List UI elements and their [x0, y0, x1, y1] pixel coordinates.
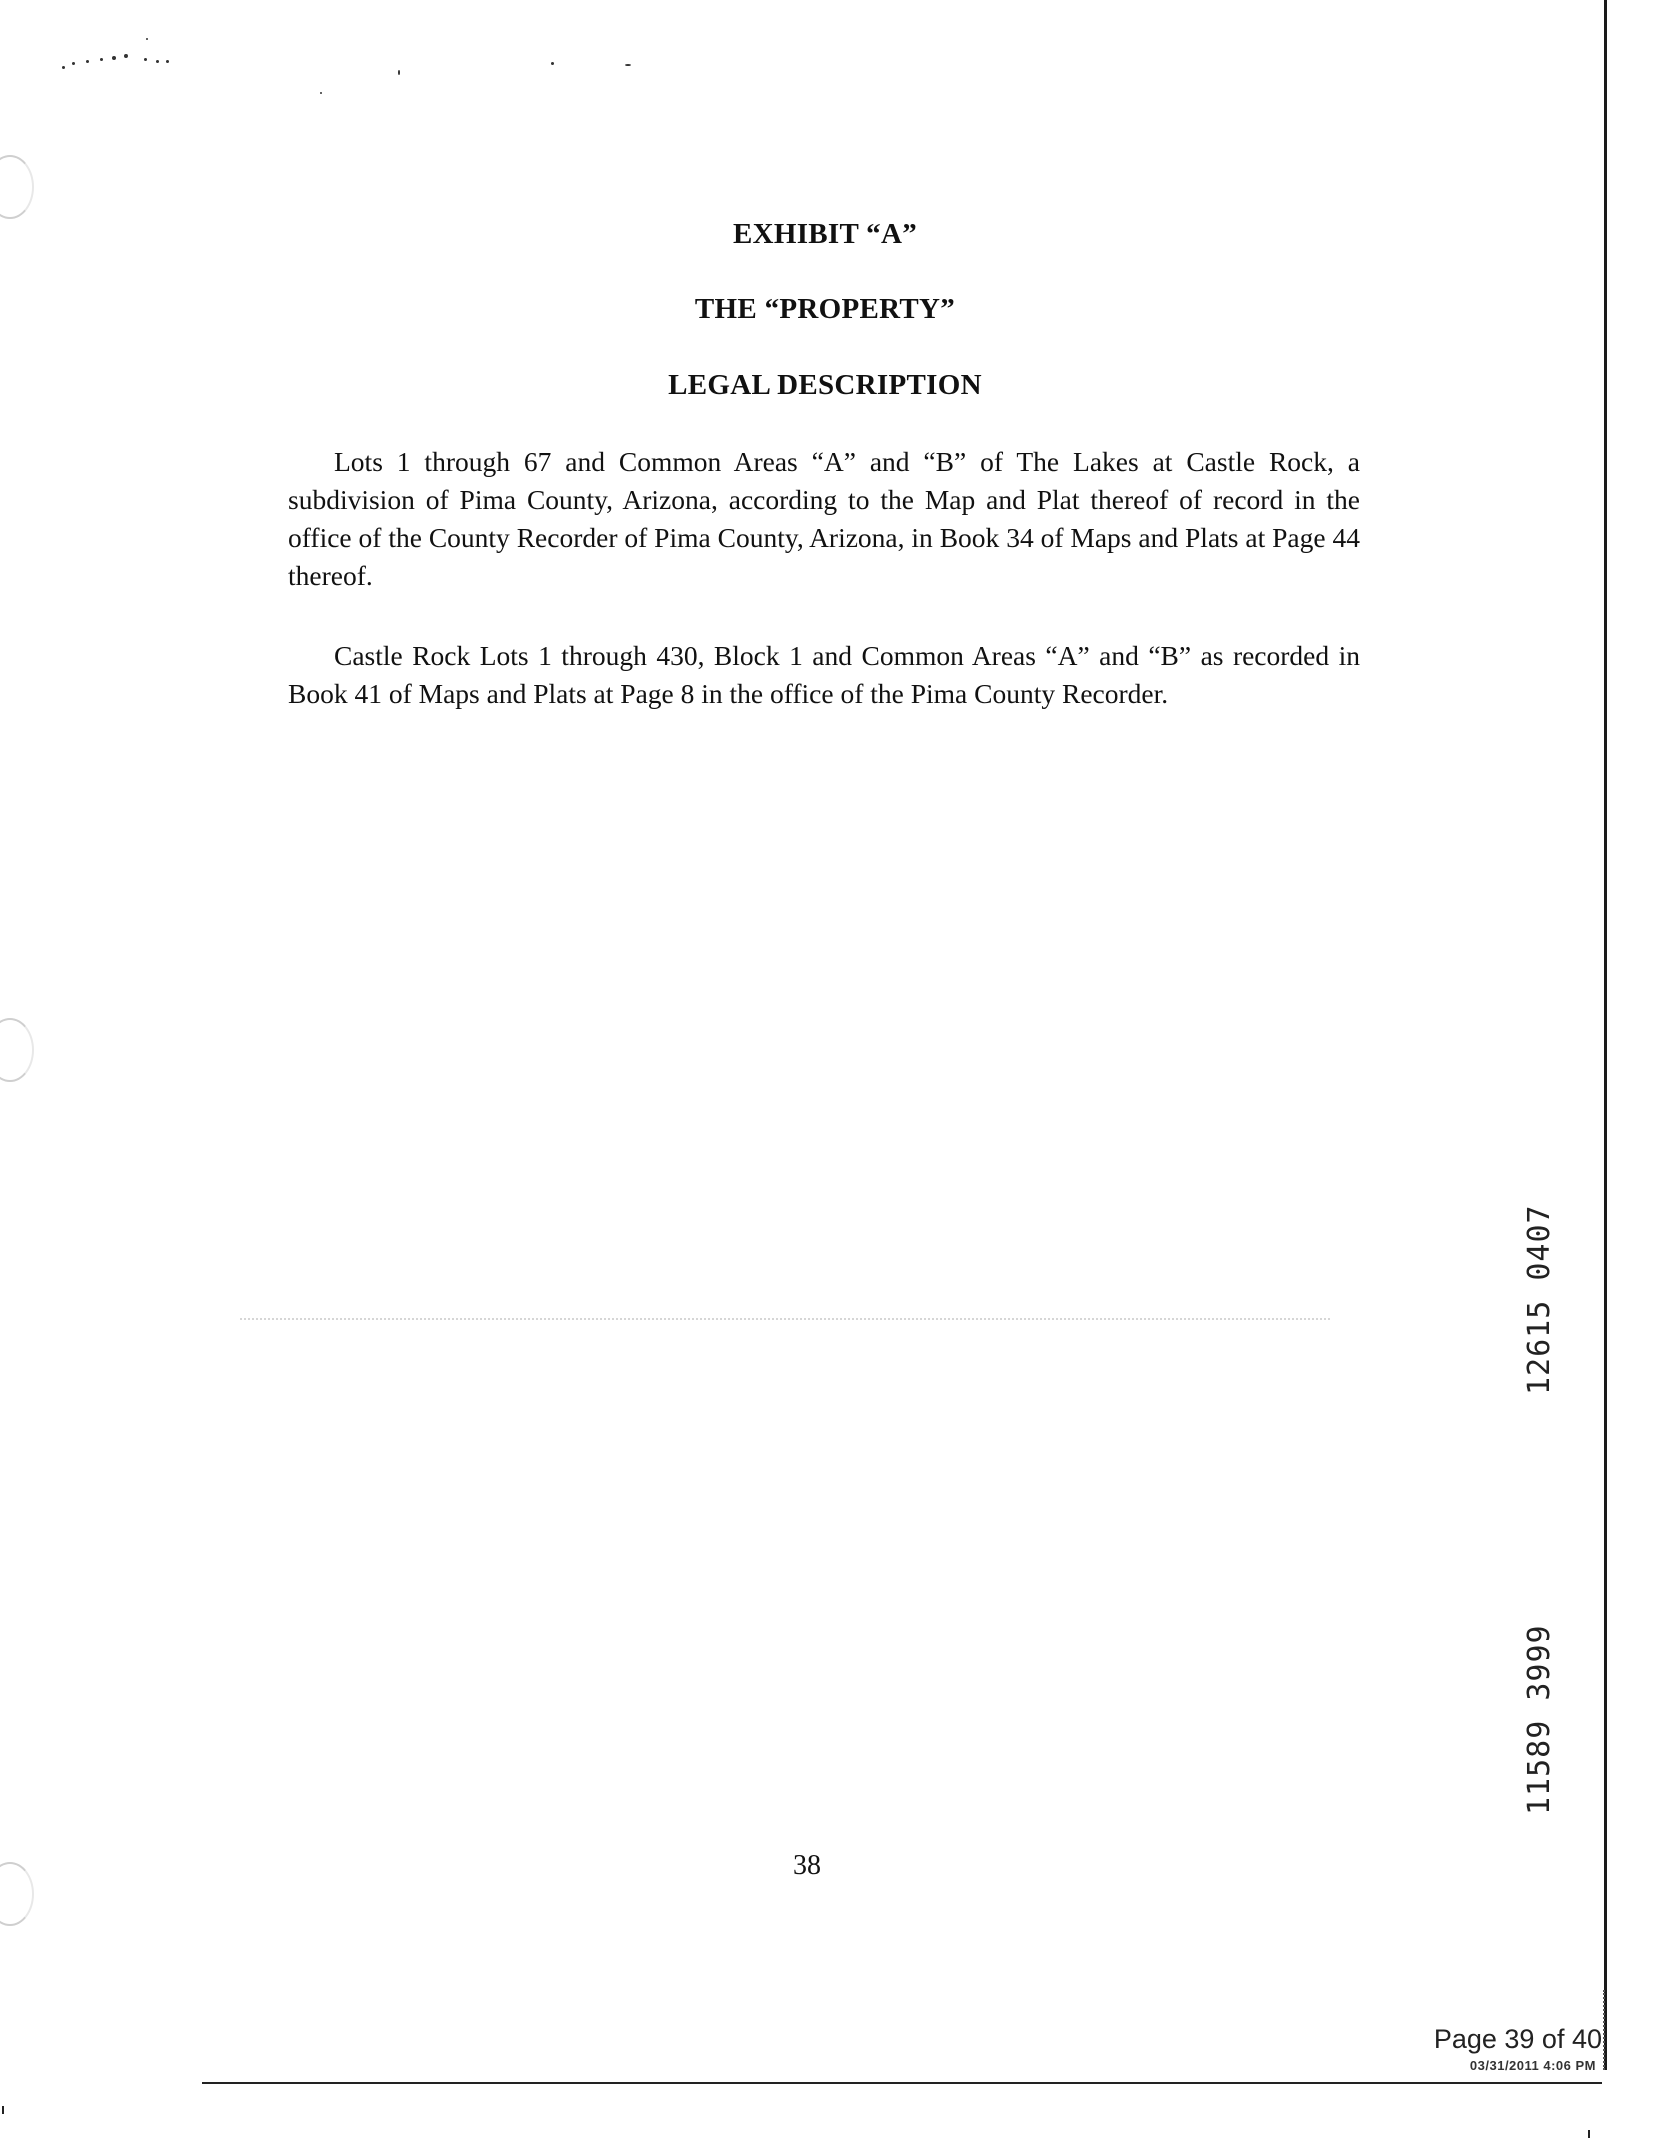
page-number: 38	[793, 1850, 821, 1881]
scan-edge-mark	[2, 2106, 4, 2114]
footer-rule	[202, 2082, 1602, 2084]
footer-timestamp: 03/31/2011 4:06 PM	[1469, 2058, 1596, 2073]
page-edge-dots	[1603, 1990, 1605, 2070]
legal-description-paragraph: Castle Rock Lots 1 through 430, Block 1 and Common Areas “A” and “B” as recorded in Book 41 of Maps and Plats at Page 8 in the office of the Pima County Recorder.	[288, 640, 1360, 709]
section-heading: LEGAL DESCRIPTION	[668, 369, 982, 401]
scan-artifact-line	[240, 1318, 1330, 1322]
exhibit-subtitle: THE “PROPERTY”	[694, 293, 956, 325]
footer-page-count: Page 39 of 40	[1433, 2024, 1602, 2054]
recorder-stamp: 11589 3999	[1522, 1624, 1557, 1815]
binder-hole	[0, 155, 34, 219]
exhibit-title: EXHIBIT “A”	[732, 218, 918, 250]
binder-hole	[0, 1018, 34, 1082]
recorder-stamp: 12615 0407	[1522, 1204, 1557, 1395]
scan-edge-mark	[1588, 2130, 1590, 2138]
legal-description-paragraph: Lots 1 through 67 and Common Areas “A” and “B” of The Lakes at Castle Rock, a subdivision of Pima County, Arizona, according to the Map and Plat thereof of record in the office of the County Recorder of Pima County, Arizona, in Book 34 of Maps and Plats at Page 44 thereof.	[288, 446, 1360, 591]
